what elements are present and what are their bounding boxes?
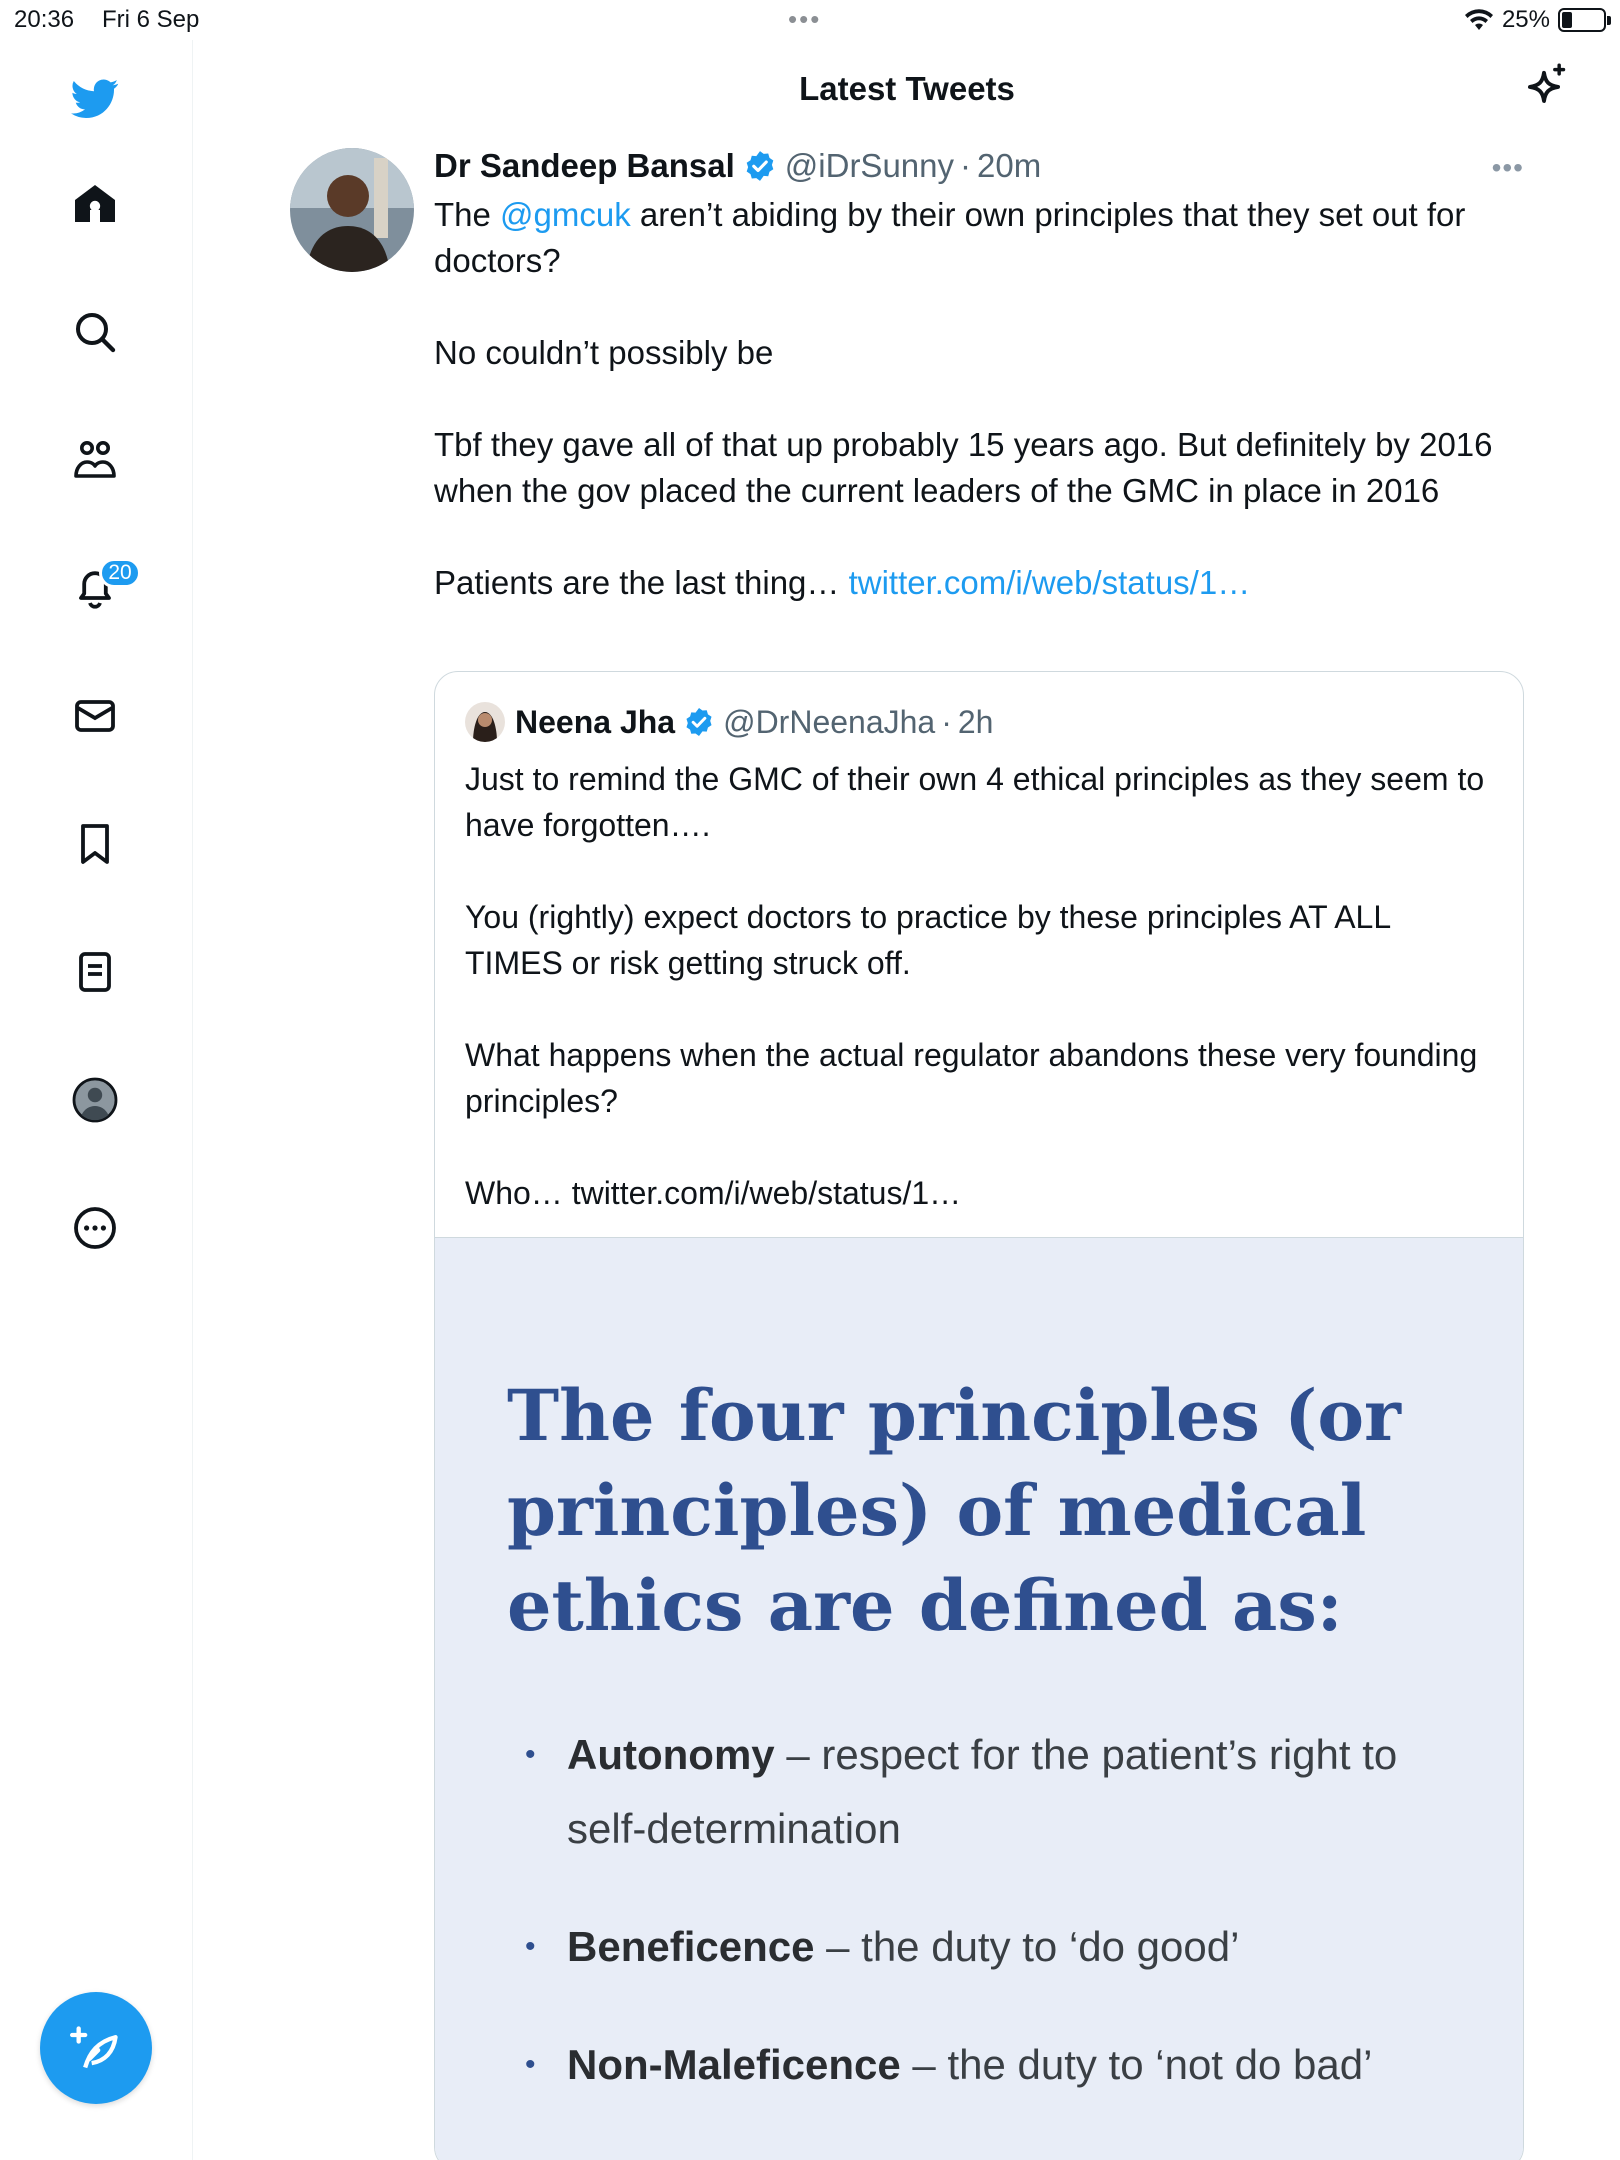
tweet-paragraph	[434, 560, 1524, 606]
status-date: Fri 6 Sep	[102, 6, 200, 33]
messages-icon[interactable]	[63, 684, 127, 748]
author-handle[interactable]: @iDrSunny	[784, 147, 955, 184]
tweet-text-1-pre: The	[434, 196, 501, 233]
quoted-meta-separator: ·	[941, 703, 952, 740]
quoted-verified-badge-icon	[683, 706, 715, 738]
lists-icon[interactable]	[63, 940, 127, 1004]
principle-desc: – the duty to ‘do good’	[814, 1923, 1240, 1970]
tweet-text-1-post: aren’t abiding by their own principles that they set out for doctors?	[434, 196, 1466, 279]
multitasking-dots[interactable]: •••	[788, 4, 822, 34]
quoted-author-handle: @DrNeenaJha	[723, 703, 936, 740]
quoted-paragraph: Who… twitter.com/i/web/status/1…	[465, 1175, 962, 1211]
verified-badge-icon	[743, 149, 777, 183]
quoted-tweet-image[interactable]	[435, 1237, 1524, 2160]
meta-separator: ·	[960, 147, 972, 184]
tweet-paragraph: Tbf they gave all of that up probably 15 years ago. But definitely by 2016 when the gov placed the current leaders of the GMC in place in 2016	[434, 426, 1493, 509]
tweet-status-link[interactable]: twitter.com/i/web/status/1…	[848, 564, 1251, 601]
quoted-author-name: Neena Jha	[515, 703, 676, 740]
tweet-paragraph	[434, 192, 1524, 284]
more-icon[interactable]	[63, 1196, 127, 1260]
sparkle-icon[interactable]	[1518, 62, 1570, 114]
principle-desc: – respect for the patient’s right to self-determination	[567, 1731, 1398, 1852]
principle-term: Autonomy	[567, 1731, 775, 1778]
status-bar	[0, 0, 1620, 40]
tweet-paragraph: No couldn’t possibly be	[434, 334, 774, 371]
status-right	[1464, 6, 1606, 34]
principle-desc: – the duty to ‘not do bad’	[900, 2041, 1373, 2088]
principle-term: Non-Maleficence	[567, 2041, 901, 2088]
notifications-badge: 20	[99, 558, 141, 588]
home-icon[interactable]	[63, 172, 127, 236]
tweet-more-button[interactable]: •••	[1491, 152, 1524, 183]
sidebar	[0, 40, 193, 2160]
battery-percent: 25%	[1501, 6, 1550, 33]
battery-level	[1562, 12, 1572, 28]
tweet-text	[434, 192, 1524, 606]
principle-item	[525, 1910, 1485, 1984]
tweet-time[interactable]: 20m	[977, 147, 1042, 184]
profile-avatar-icon[interactable]	[63, 1068, 127, 1132]
media-heading: The four principles (or principles) of medical ethics are defined as:	[507, 1374, 1401, 1647]
quoted-tweet-text	[465, 756, 1495, 1216]
status-time: 20:36	[14, 6, 75, 33]
tweet-header	[434, 144, 1524, 188]
bookmark-icon[interactable]	[63, 812, 127, 876]
principle-item	[525, 2028, 1485, 2102]
twitter-logo-icon[interactable]	[63, 66, 127, 130]
mention-link[interactable]: @gmcuk	[500, 196, 631, 233]
search-icon[interactable]	[63, 300, 127, 364]
author-avatar[interactable]	[290, 148, 414, 272]
page-title: Latest Tweets	[799, 70, 1015, 107]
quoted-paragraph: What happens when the actual regulator abandons these very founding principles?	[465, 1037, 1478, 1119]
quoted-paragraph: Just to remind the GMC of their own 4 ethical principles as they seem to have forgotten….	[465, 761, 1485, 843]
battery-icon	[1558, 8, 1606, 32]
quoted-tweet-header	[465, 700, 993, 744]
principles-list	[525, 1718, 1485, 2146]
principle-term: Beneficence	[567, 1923, 815, 1970]
quoted-author-avatar	[465, 702, 505, 742]
tweet-text-4: Patients are the last thing…	[434, 564, 849, 601]
quoted-tweet[interactable]	[434, 671, 1524, 2160]
compose-quill-icon	[70, 2022, 122, 2074]
wifi-icon	[1464, 8, 1494, 32]
author-name[interactable]: Dr Sandeep Bansal	[434, 147, 735, 184]
communities-icon[interactable]	[63, 428, 127, 492]
compose-tweet-button[interactable]	[40, 1992, 152, 2104]
quoted-tweet-time: 2h	[957, 703, 994, 740]
principle-item	[525, 1718, 1485, 1866]
quoted-paragraph: You (rightly) expect doctors to practice by these principles AT ALL TIMES or risk getting struck off.	[465, 899, 1390, 981]
notifications-icon[interactable]	[63, 556, 132, 620]
